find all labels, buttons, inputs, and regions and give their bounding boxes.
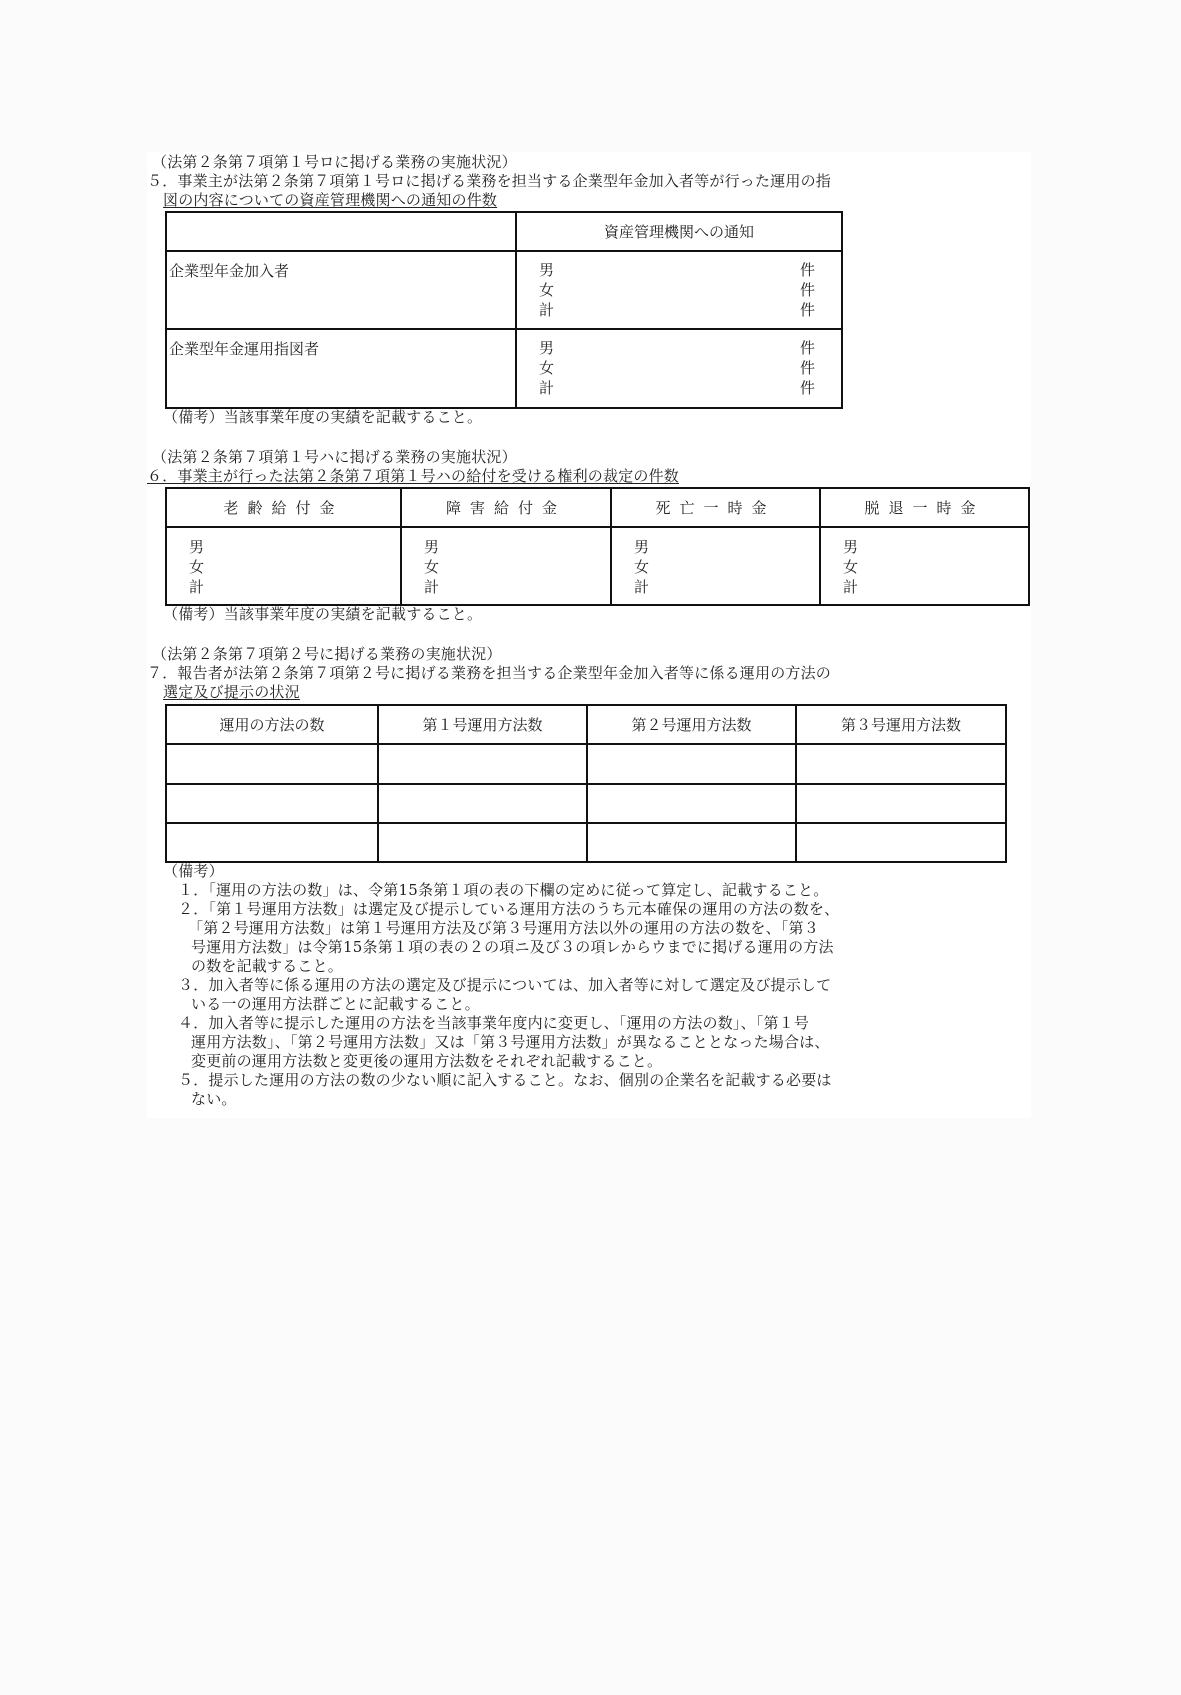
table-row xyxy=(166,823,1006,862)
unit-label: 件 xyxy=(799,261,815,279)
input-cell[interactable] xyxy=(378,784,587,823)
section6-heading: （法第２条第７項第１号ハに掲げる業務の実施状況） xyxy=(152,448,517,466)
note-4-line3: 変更前の運用方法数と変更後の運用方法数をそれぞれ記載すること。 xyxy=(191,1052,663,1070)
male-label: 男 xyxy=(843,538,859,556)
female-label: 女 xyxy=(843,558,859,576)
total-label: 計 xyxy=(539,301,555,319)
row-label: 企業型年金運用指図者 xyxy=(166,329,516,408)
input-cell[interactable] xyxy=(796,823,1006,862)
count-cell[interactable] xyxy=(820,527,1029,605)
total-label: 計 xyxy=(539,379,555,397)
input-cell[interactable] xyxy=(587,823,796,862)
female-label: 女 xyxy=(189,558,205,576)
note-1: １．「運用の方法の数」は、令第15条第１項の表の下欄の定めに従って算定し、記載すること。 xyxy=(178,881,829,899)
header-type3-count: 第３号運用方法数 xyxy=(796,705,1006,744)
section5-title-line1: ５．事業主が法第２条第７項第１号ロに掲げる業務を担当する企業型年金加入者等が行った運用の指 xyxy=(147,172,832,190)
male-label: 男 xyxy=(539,339,555,357)
unit-label: 件 xyxy=(799,339,815,357)
count-cell[interactable] xyxy=(516,329,842,408)
note-4-line2: 運用方法数」、「第２号運用方法数」又は「第３号運用方法数」が異なることとなった場合は、 xyxy=(191,1033,830,1051)
section7-table xyxy=(165,704,1007,863)
total-label: 計 xyxy=(189,578,205,596)
section7-title-line2: 選定及び提示の状況 xyxy=(163,683,300,701)
input-cell[interactable] xyxy=(166,784,378,823)
female-label: 女 xyxy=(539,281,555,299)
note-2-line2: 「第２号運用方法数」は第１号運用方法及び第３号運用方法以外の運用の方法の数を、「第３ xyxy=(188,919,819,937)
note-3-line2: いる一の運用方法群ごとに記載すること。 xyxy=(191,995,480,1013)
section6-title: ６．事業主が行った法第２条第７項第１号ハの給付を受ける権利の裁定の件数 xyxy=(147,467,680,485)
count-cell[interactable] xyxy=(401,527,611,605)
female-label: 女 xyxy=(539,359,555,377)
input-cell[interactable] xyxy=(587,744,796,784)
section5-title-line2: 図の内容についての資産管理機関への通知の件数 xyxy=(163,191,498,209)
male-label: 男 xyxy=(634,538,650,556)
unit-label: 件 xyxy=(799,301,815,319)
section5-note: （備考）当該事業年度の実績を記載すること。 xyxy=(163,408,483,426)
header-death-lump-sum: 死亡一時金 xyxy=(611,488,820,527)
header-type2-count: 第２号運用方法数 xyxy=(587,705,796,744)
note-2-line4: の数を記載すること。 xyxy=(191,957,344,975)
header-method-count: 運用の方法の数 xyxy=(166,705,378,744)
count-cell[interactable] xyxy=(611,527,820,605)
header-withdrawal-lump-sum: 脱退一時金 xyxy=(820,488,1029,527)
total-label: 計 xyxy=(424,578,440,596)
total-label: 計 xyxy=(634,578,650,596)
input-cell[interactable] xyxy=(378,823,587,862)
table-row xyxy=(166,527,1029,605)
male-label: 男 xyxy=(189,538,205,556)
input-cell[interactable] xyxy=(587,784,796,823)
section7-heading: （法第２条第７項第２号に掲げる業務の実施状況） xyxy=(152,645,502,663)
section5-table xyxy=(165,211,843,409)
input-cell[interactable] xyxy=(166,744,378,784)
table-row xyxy=(166,251,842,329)
table-row xyxy=(166,744,1006,784)
note-2-line3: 号運用方法数」は令第15条第１項の表の２の項ニ及び３の項レからウまでに掲げる運用の方法 xyxy=(191,938,834,956)
male-label: 男 xyxy=(424,538,440,556)
section5-heading: （法第２条第７項第１号ロに掲げる業務の実施状況） xyxy=(152,153,517,171)
section7-notes-title: （備考） xyxy=(163,862,224,880)
header-old-age-benefit: 老齢給付金 xyxy=(166,488,401,527)
input-cell[interactable] xyxy=(796,784,1006,823)
note-2-line1: ２．「第１号運用方法数」は選定及び提示している運用方法のうち元本確保の運用の方法の数を、 xyxy=(178,900,840,918)
input-cell[interactable] xyxy=(166,823,378,862)
note-5-line1: ５．提示した運用の方法の数の少ない順に記入すること。なお、個別の企業名を記載する必要は xyxy=(178,1071,832,1089)
section6-table xyxy=(165,487,1030,606)
row-label: 企業型年金加入者 xyxy=(166,251,516,329)
count-cell[interactable] xyxy=(516,251,842,329)
input-cell[interactable] xyxy=(796,744,1006,784)
table-row xyxy=(166,329,842,408)
header-type1-count: 第１号運用方法数 xyxy=(378,705,587,744)
count-cell[interactable] xyxy=(166,527,401,605)
note-3-line1: ３．加入者等に係る運用の方法の選定及び提示については、加入者等に対して選定及び提示して xyxy=(178,976,832,994)
section5-empty-header-cell xyxy=(166,212,516,251)
section5-header-cell: 資産管理機関への通知 xyxy=(516,212,842,251)
unit-label: 件 xyxy=(799,379,815,397)
note-4-line1: ４．加入者等に提示した運用の方法を当該事業年度内に変更し、「運用の方法の数」、「第１号 xyxy=(178,1014,810,1032)
male-label: 男 xyxy=(539,261,555,279)
unit-label: 件 xyxy=(799,359,815,377)
input-cell[interactable] xyxy=(378,744,587,784)
total-label: 計 xyxy=(843,578,859,596)
female-label: 女 xyxy=(424,558,440,576)
note-5-line2: ない。 xyxy=(191,1090,237,1108)
section6-note: （備考）当該事業年度の実績を記載すること。 xyxy=(163,605,483,623)
unit-label: 件 xyxy=(799,281,815,299)
section7-title-line1: ７．報告者が法第２条第７項第２号に掲げる業務を担当する企業型年金加入者等に係る運用の方法の xyxy=(147,664,832,682)
header-disability-benefit: 障害給付金 xyxy=(401,488,611,527)
table-row xyxy=(166,784,1006,823)
female-label: 女 xyxy=(634,558,650,576)
